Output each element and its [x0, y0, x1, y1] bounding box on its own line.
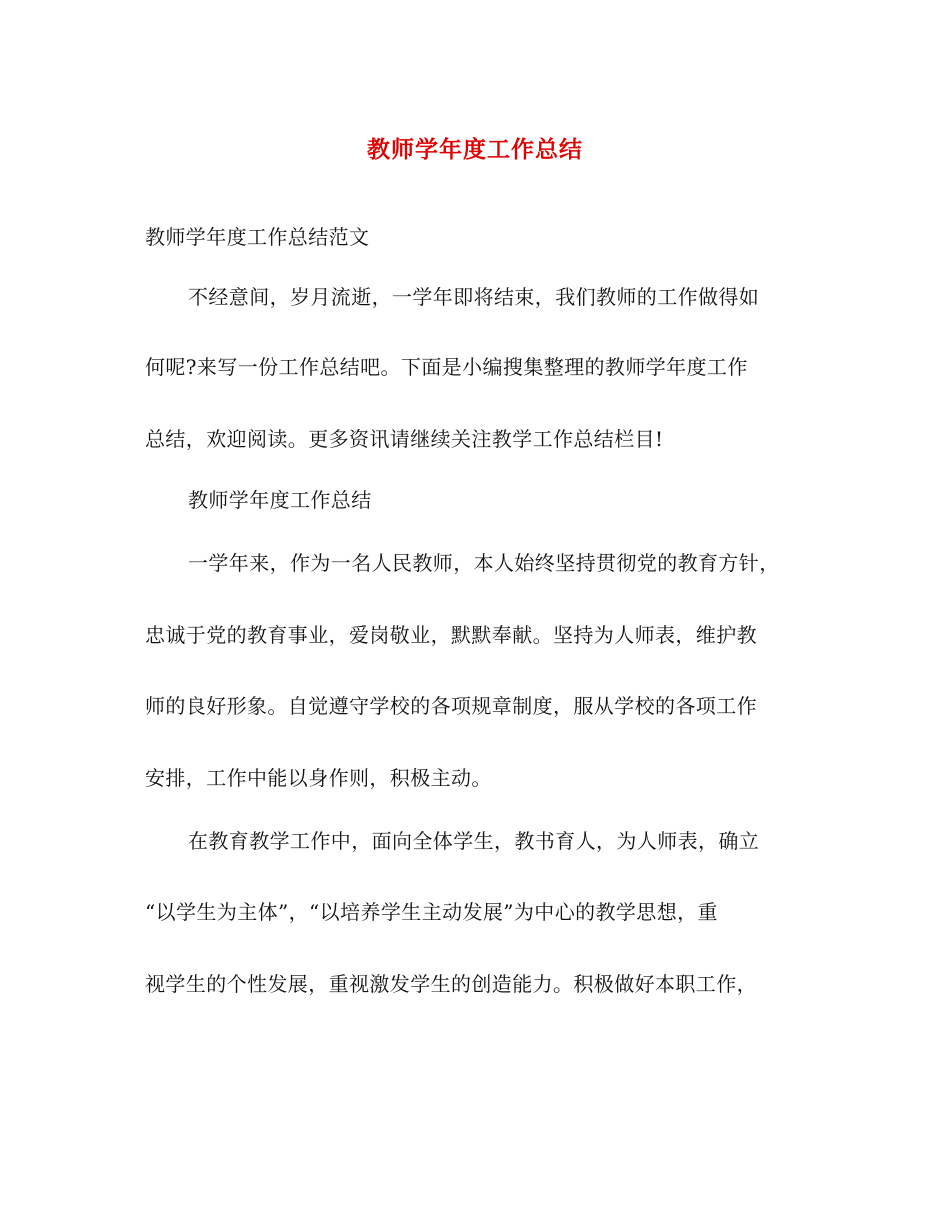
paragraph-line: 师的良好形象。自觉遵守学校的各项规章制度，服从学校的各项工作: [145, 694, 757, 718]
paragraph-line: “以学生为主体”，“以培养学生主动发展”为中心的教学思想，重: [145, 900, 718, 924]
paragraph-line: 何呢?来写一份工作总结吧。下面是小编搜集整理的教师学年度工作: [145, 355, 748, 379]
section-heading: 教师学年度工作总结: [188, 488, 372, 512]
paragraph-line: 不经意间，岁月流逝，一学年即将结束，我们教师的工作做得如: [188, 285, 760, 309]
document-subtitle: 教师学年度工作总结范文: [145, 225, 370, 249]
paragraph-line: 视学生的个性发展，重视激发学生的创造能力。积极做好本职工作，: [145, 972, 757, 996]
document-title: 教师学年度工作总结: [367, 137, 583, 163]
paragraph-line: 在教育教学工作中，面向全体学生，教书育人，为人师表，确立: [188, 829, 760, 853]
paragraph-line: 总结，欢迎阅读。更多资讯请继续关注教学工作总结栏目!: [145, 427, 664, 451]
paragraph-line: 一学年来，作为一名人民教师，本人始终坚持贯彻党的教育方针，: [188, 551, 780, 575]
paragraph-line: 安排，工作中能以身作则，积极主动。: [145, 766, 492, 790]
paragraph-line: 忠诚于党的教育事业，爱岗敬业，默默奉献。坚持为人师表，维护教: [145, 623, 757, 647]
